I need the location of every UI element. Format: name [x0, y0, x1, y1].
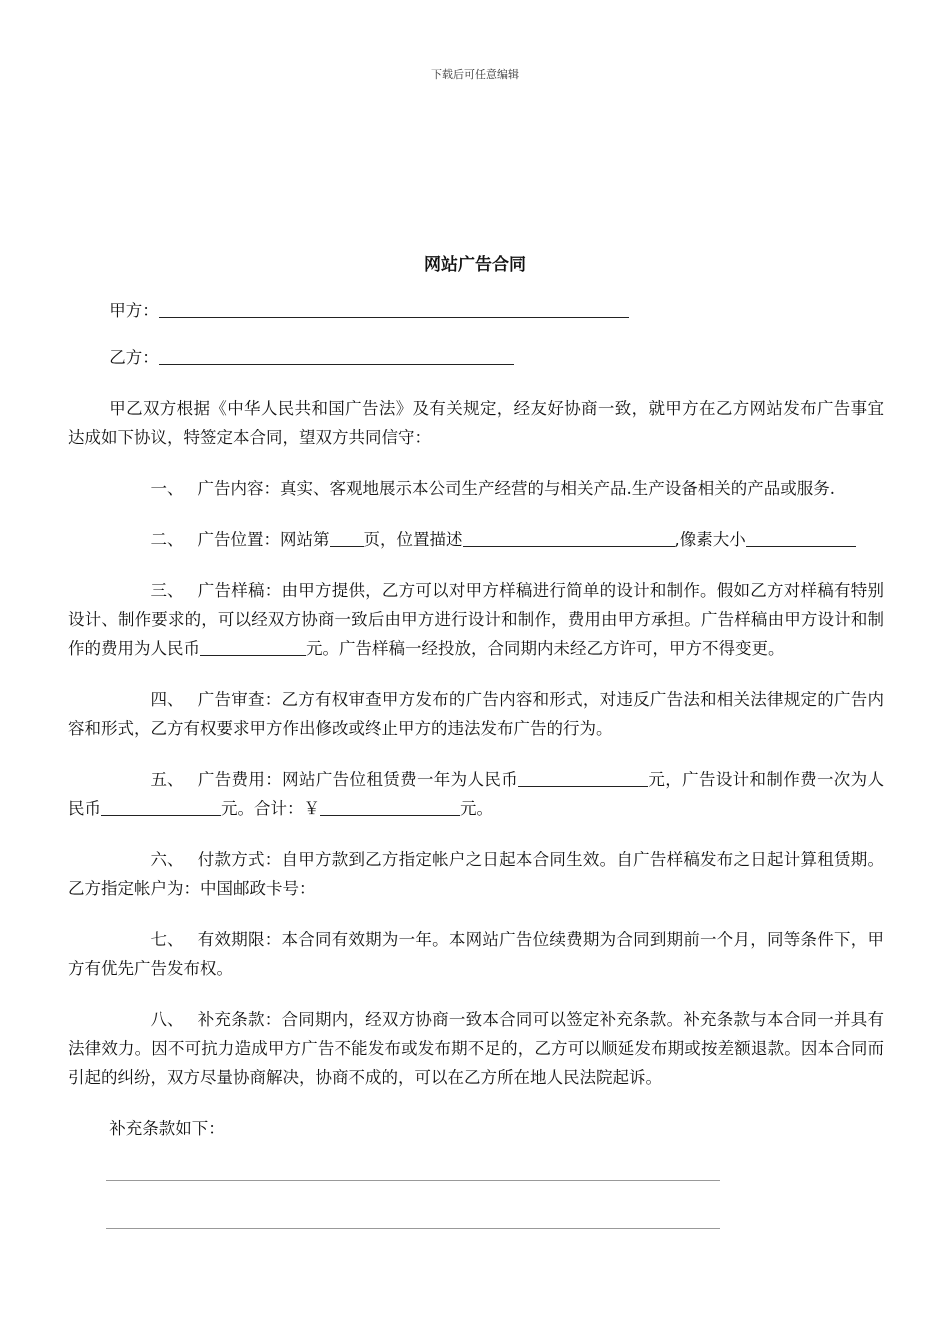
position-blank — [463, 528, 675, 547]
supplement-label: 补充条款如下： — [109, 1119, 225, 1138]
production-fee-blank — [101, 797, 221, 816]
page-title: 网站广告合同 — [424, 255, 526, 275]
clause-text: 元。广告样稿一经投放，合同期内未经乙方许可，甲方不得变更。 — [306, 639, 785, 658]
page-number-blank — [330, 528, 364, 547]
party-b-blank — [159, 346, 514, 365]
party-a-line — [68, 296, 884, 325]
clause-text: 广告位置：网站第 — [197, 530, 330, 549]
party-b-label: 乙方： — [109, 348, 159, 367]
clause-text: 广告审查：乙方有权审查甲方发布的广告内容和形式，对违反广告法和相关法律规定的广告内容和形式，乙方有权要求甲方作出修改或终止甲方的违法发布广告的行为。 — [68, 690, 884, 738]
party-a-blank — [159, 299, 629, 318]
clause-text: 广告样稿：由甲方提供，乙方可以对甲方样稿进行简单的设计和制作。假如乙方对样稿有特别设计、制作要求的，可以经双方协商一致后由甲方进行设计和制作，费用由甲方承担。广告样稿由甲方设计和制作的费用为人民币 — [68, 581, 884, 658]
clause-3 — [68, 576, 884, 663]
clause-text: 补充条款：合同期内，经双方协商一致本合同可以签定补充条款。补充条款与本合同一并具有法律效力。因不可抗力造成甲方广告不能发布或发布期不足的，乙方可以顺延发布期或按差额退款。因本合同而引起的纠纷，双方尽量协商解决，协商不成的，可以在乙方所在地人民法院起诉。 — [68, 1010, 884, 1087]
clause-5 — [68, 765, 884, 823]
clause-number: 三、 — [150, 581, 184, 600]
contract-body — [68, 296, 884, 1165]
rental-fee-blank — [518, 768, 648, 787]
clause-text: 元。 — [460, 799, 493, 818]
supplement-line — [106, 1228, 720, 1229]
clause-text: 元，广告设计和制作费一次为人民币 — [68, 770, 885, 818]
clause-text: 付款方式：自甲方款到乙方指定帐户之日起本合同生效。自广告样稿发布之日起计算租赁期。乙方指定帐户为：中国邮政卡号： — [68, 850, 884, 898]
total-fee-blank — [320, 797, 460, 816]
header-note: 下载后可任意编辑 — [431, 68, 519, 81]
clause-text: 广告费用：网站广告位租赁费一年为人民币 — [197, 770, 519, 789]
clause-text: 页，位置描述 — [363, 530, 463, 549]
clause-text: 广告内容：真实、客观地展示本公司生产经营的与相关产品.生产设备相关的产品或服务. — [197, 479, 835, 498]
design-fee-blank — [200, 637, 306, 656]
clause-6 — [68, 845, 884, 903]
clause-number: 一、 — [150, 479, 184, 498]
clause-8 — [68, 1005, 884, 1092]
clause-number: 二、 — [150, 530, 184, 549]
clause-number: 四、 — [150, 690, 184, 709]
intro-paragraph: 甲乙双方根据《中华人民共和国广告法》及有关规定，经友好协商一致，就甲方在乙方网站发布广告事宜达成如下协议，特签定本合同，望双方共同信守： — [68, 399, 884, 447]
clause-7 — [68, 925, 884, 983]
clause-number: 七、 — [150, 930, 184, 949]
clause-text: ,像素大小 — [674, 530, 746, 549]
clause-text: 有效期限：本合同有效期为一年。本网站广告位续费期为合同到期前一个月，同等条件下，甲方有优先广告发布权。 — [68, 930, 884, 978]
supplement-line — [106, 1180, 720, 1181]
pixel-size-blank — [746, 528, 856, 547]
clause-2 — [68, 525, 884, 554]
party-a-label: 甲方： — [109, 301, 159, 320]
clause-1 — [68, 474, 884, 503]
clause-number: 五、 — [150, 770, 184, 789]
clause-text: 元。合计：￥ — [221, 799, 320, 818]
party-b-line — [68, 343, 884, 372]
clause-4 — [68, 685, 884, 743]
clause-number: 八、 — [150, 1010, 184, 1029]
clause-number: 六、 — [150, 850, 184, 869]
